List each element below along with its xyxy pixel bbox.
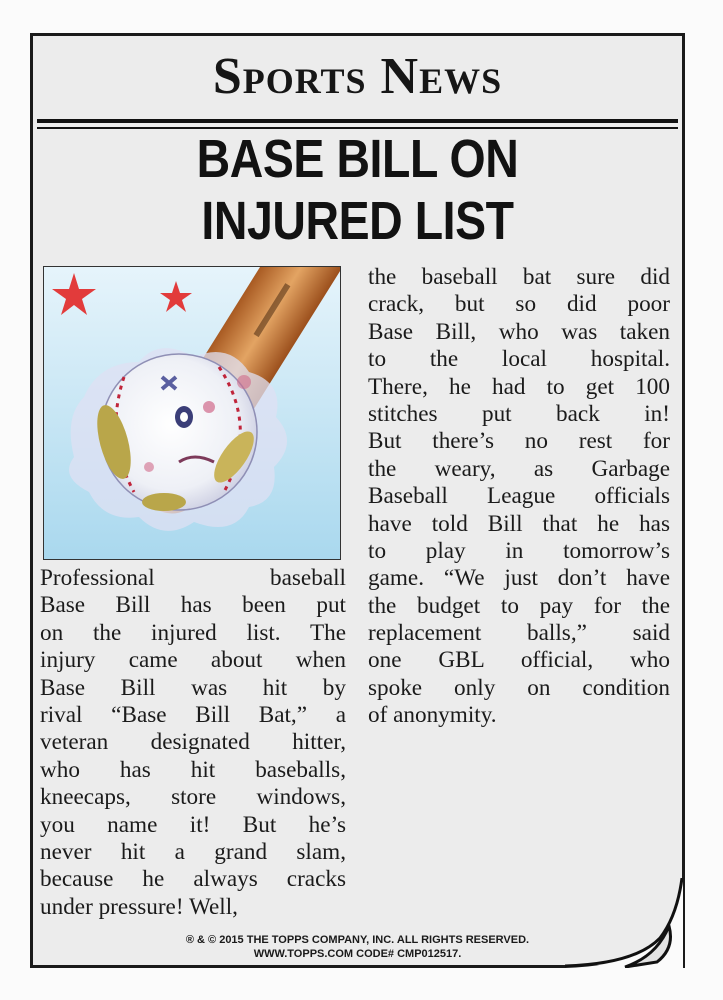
article-text-line: spoke only on condition [368, 674, 670, 701]
article-text-line: Baseball League officials [368, 483, 670, 510]
article-text-line: to play in tomorrow’s [368, 537, 670, 564]
article-text-line: Base Bill was hit by [40, 674, 346, 701]
article-text-line: to the local hospital. [368, 346, 670, 373]
article-text-line: on the injured list. The [40, 619, 346, 646]
article-text-line: There, he had to get 100 [368, 373, 670, 400]
article-text-line: Professional baseball [40, 565, 346, 591]
article-text-line: game. “We just don’t have [368, 565, 670, 592]
article-text-line: the baseball bat sure did [368, 264, 670, 290]
baseball-character-with-bat-icon [44, 267, 341, 560]
masthead-text: Sports News [212, 48, 503, 105]
article-text-line: the weary, as Garbage [368, 455, 670, 482]
article-text-line: injury came about when [40, 647, 346, 674]
article-text-line: the budget to pay for the [368, 592, 670, 619]
article-text-line: veteran designated hitter, [40, 729, 346, 756]
article-text-line: you name it! But he’s [40, 811, 346, 838]
article-text-line: replacement balls,” said [368, 620, 670, 647]
article-text-line: have told Bill that he has [368, 510, 670, 537]
article-illustration [43, 266, 341, 560]
article-text-line: rival “Base Bill Bat,” a [40, 701, 346, 728]
article-column-left [40, 565, 346, 921]
masthead-rule-thick [37, 119, 678, 123]
article-text-line: Base Bill has been put [40, 592, 346, 619]
article-text-line: of anonymity. [368, 702, 497, 729]
headline [78, 128, 636, 252]
headline-line-2: INJURED LIST [201, 191, 514, 251]
trading-card [30, 33, 685, 968]
article-text-line: But there’s no rest for [368, 428, 670, 455]
article-text-line: crack, but so did poor [368, 291, 670, 318]
page-curl-icon [565, 878, 685, 968]
article-text-line: kneecaps, store windows, [40, 784, 346, 811]
article-text-line: never hit a grand slam, [40, 838, 346, 865]
article-column-right [368, 264, 670, 730]
copyright-line: ® & © 2015 THE TOPPS COMPANY, INC. ALL RIGHTS RESERVED. [185, 934, 530, 946]
article-text-line: under pressure! Well, [40, 893, 238, 920]
article-text-line: because he always cracks [40, 866, 346, 893]
masthead [33, 42, 682, 112]
article-text-line: Base Bill, who was taken [368, 318, 670, 345]
headline-line-1: BASE BILL ON [196, 129, 519, 189]
article-text-line: stitches put back in! [368, 400, 670, 427]
article-text-line: who has hit baseballs, [40, 756, 346, 783]
article-text-line: one GBL official, who [368, 647, 670, 674]
website-code-line: WWW.TOPPS.COM CODE# CMP012517. [253, 948, 462, 960]
